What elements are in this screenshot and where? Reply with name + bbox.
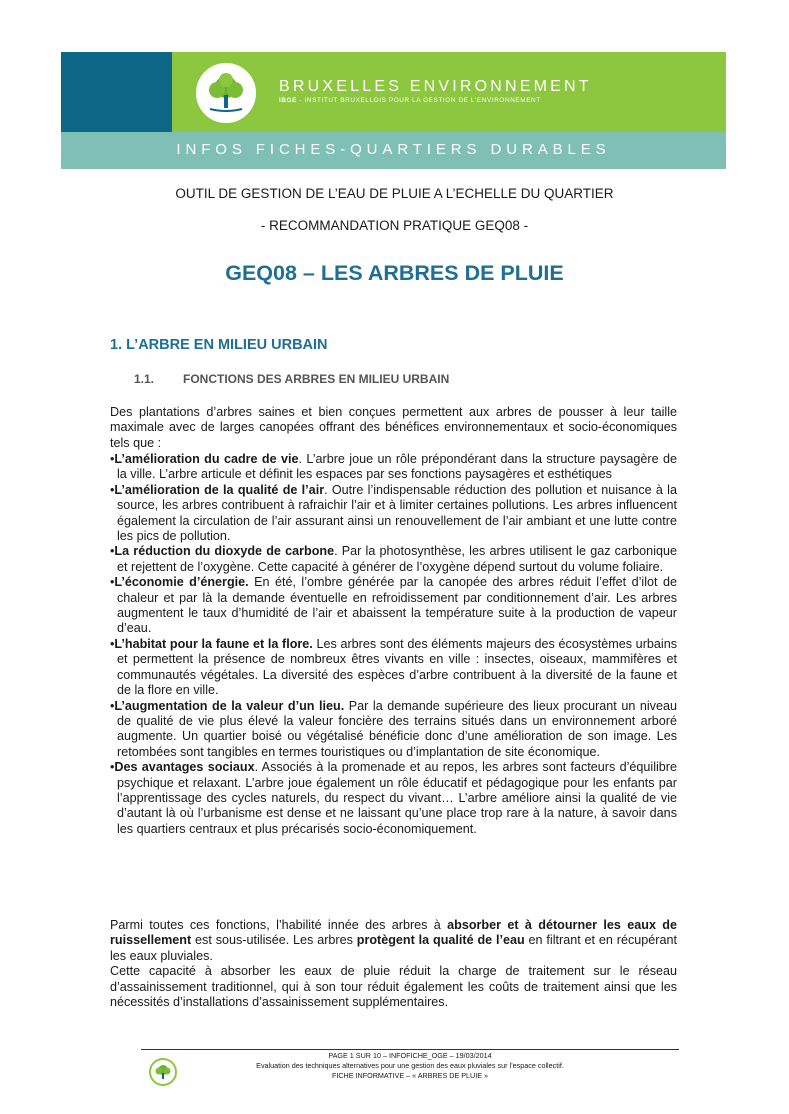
series-bar (61, 132, 726, 169)
section-heading: 1. L’ARBRE EN MILIEU URBAIN (110, 337, 328, 353)
tree-logo-icon (194, 61, 258, 125)
subsection-heading: FONCTIONS DES ARBRES EN MILIEU URBAIN (183, 372, 450, 386)
list-item: •L’amélioration de la qualité de l’air. Outre l’indispensable réduction des pollution et nuisance à la source, les arbres contribuent à rafraichir l’air et à limiter certaines pollutions. Les arbres influencent également la circulation de l’air assurant ainsi un renouvellement de l’air ambiant et une lutte contre les pics de pollution. (110, 482, 677, 544)
list-item: •L’augmentation de la valeur d’un lieu. Par la demande supérieure des lieux procurant un niveau de qualité de vie plus élevé la valeur foncière des terrains situés dans un environnement arboré augmente. Un quartier boisé ou végétalisé bénéficie donc d’une amélioration de son image. Les retombées sont tangibles en termes touristiques ou d’implantation de site économique. (110, 698, 677, 759)
footer-sheet-name: FICHE INFORMATIVE – « ARBRES DE PLUIE » (331, 1071, 489, 1080)
list-item: •L’amélioration du cadre de vie. L’arbre joue un rôle prépondérant dans la structure paysagère de la ville. L’arbre articule et définit les espaces par ses fonctions paysagères et esthétiques (110, 452, 677, 482)
intro-paragraph: Des plantations d’arbres saines et bien conçues permettent aux arbres de pousser à leur taille maximale avec de larges canopées offrant des bénéfices environnementaux et socio-économiques tels que : (110, 405, 677, 450)
treatment-paragraph: Cette capacité à absorber les eaux de pluie réduit la charge de traitement sur le réseau d’assainissement traditionnel, qui à son tour réduit également les coûts de traitement ainsi que les nécessités d’installations d’assainissement supplémentaires. (110, 964, 677, 1010)
list-item: •Des avantages sociaux. Associés à la promenade et au repos, les arbres sont facteurs d’équilibre psychique et relaxant. L’arbre joue également un rôle éducatif et pédagogique pour les enfants par l’apprentissage des cycles naturels, du respect du vivant… L’arbre améliore ainsi la qualité de vie d’autant là où l’urbanisme est dense et ne laissant qu’une place trop rare à la nature, à savoir dans les quartiers centraux et plus précarisés socio-économiquement. (110, 760, 677, 836)
document-subtitle: OUTIL DE GESTION DE L’EAU DE PLUIE A L’ECHELLE DU QUARTIER (175, 186, 614, 201)
benefits-list (110, 452, 677, 837)
page-title: GEQ08 – LES ARBRES DE PLUIE (225, 261, 564, 285)
footer-divider (141, 1049, 679, 1050)
water-function-paragraph: Parmi toutes ces fonctions, l’habilité innée des arbres à absorber et à détourner les eaux de ruissellement est sous-utilisée. Les arbres protègent la qualité de l’eau en filtrant et en récupérant les eaux pluviales. (110, 918, 677, 963)
list-item: •L’habitat pour la faune et la flore. Les arbres sont des éléments majeurs des écosystèmes urbains et permettent la présence de nombreux êtres vivants en ville : insectes, oiseaux, mammifères et communautés végétales. La diversité des espèces d’arbre contribuent à la diversité de la faune et de la flore en ville. (110, 636, 677, 698)
series-title: INFOS FICHES-QUARTIERS DURABLES (176, 141, 611, 158)
banner-navy-block (61, 52, 172, 132)
footer-page-info: PAGE 1 SUR 10 – INFOFICHE_OGE – 19/03/2014 (328, 1051, 492, 1060)
org-name: BRUXELLES ENVIRONNEMENT (279, 78, 592, 95)
subsection-number: 1.1. (134, 372, 155, 386)
list-item: •L’économie d’énergie. En été, l’ombre générée par la canopée des arbres réduit l’effet d’ilot de chaleur et par là la demande éventuelle en refroidissement par conditionnement d’air. Les arbres augmentent le taux d’humidité de l’air et abaissent la température suite à la production de vapeur d’eau. (110, 575, 677, 636)
recommendation-label: - RECOMMANDATION PRATIQUE GEQ08 - (260, 218, 529, 233)
org-subtitle: IBGE - INSTITUT BRUXELLOIS POUR LA GESTION DE L'ENVIRONNEMENT (279, 97, 541, 104)
header-banner (61, 52, 726, 169)
closing-paragraphs (110, 918, 677, 1010)
footer-description: Evaluation des techniques alternatives pour une gestion des eaux pluviales sur l’espace collectif. (256, 1061, 564, 1070)
list-item: •La réduction du dioxyde de carbone. Par la photosynthèse, les arbres utilisent le gaz carbonique et rejettent de l’oxygène. Cette capacité à générer de l’oxygène dépend surtout du volume foliaire. (110, 544, 678, 574)
